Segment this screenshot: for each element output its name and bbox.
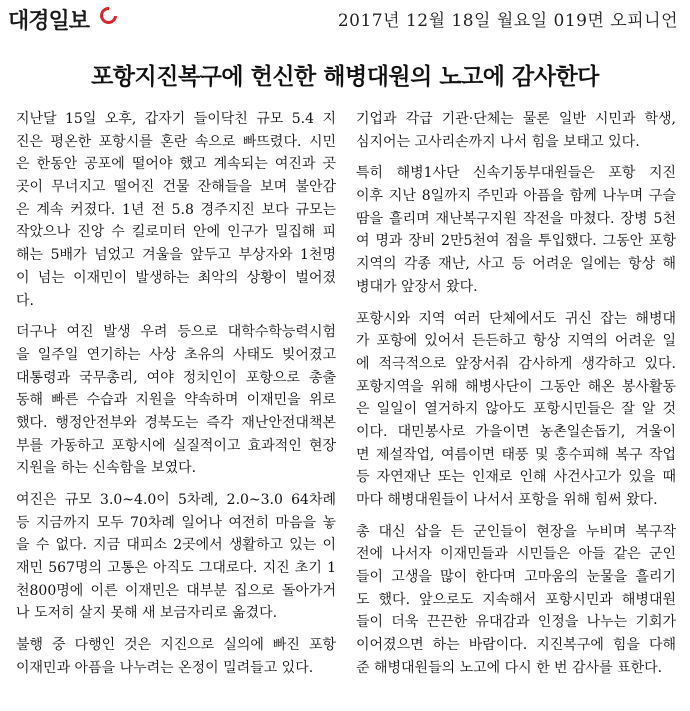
dateline: 2017년 12월 18일 월요일 019면 오피니언 [337,11,678,31]
article-line: 준 해병대원들의 노고에 다시 한 번 감사를 표한다. [356,659,663,676]
paragraph-gap [356,153,676,162]
article-line: 해는 5배가 넘었고 겨울을 앞두고 부상자와 1천명 [16,247,336,264]
article-line: 들이 고생을 많이 한다며 고마움의 눈물을 흘리기 [356,569,676,586]
paragraph-gap [16,480,336,489]
article-line: 을 수 없다. 지금 대피소 2곳에서 생활하고 있는 이 [16,537,336,554]
article-line: 포항지역을 위해 해병사단이 그동안 해온 봉사활동 [356,378,676,395]
paragraph-gap [16,312,336,321]
article-line: 에 적극적으로 앞장서줘 감사하게 생각하고 있다. [356,355,676,372]
article-line: 재민 567명의 고통은 아직도 그대로다. 지진 초기 1 [16,560,336,577]
article-line: 이 넘는 이재민이 발생하는 최악의 상황이 벌어졌 [16,269,336,286]
article-line: 도 했다. 앞으로도 지속해서 포항시민과 해병대원 [356,591,676,608]
article-line: 이후 지난 8일까지 주민과 아픔을 함께 나누며 구슬 [356,188,676,205]
article-column-left [16,108,336,680]
paragraph-gap [16,625,336,634]
article-line: 지역의 각종 재난, 사고 등 어려운 일에는 항상 해 [356,256,676,273]
article-line: 심지어는 고사리손까지 나서 힘을 보태고 있다. [356,133,640,150]
article-line: 가 포항에 있어서 든든하고 항상 지역의 어려운 일 [356,333,676,350]
article-line: 했다. 행정안전부와 경북도는 즉각 재난안전대책본 [16,414,336,431]
article-line: 불행 중 다행인 것은 지진으로 실의에 빠진 포항 [16,637,336,654]
article-line: 지난달 15일 오후, 갑자기 들이닥친 규모 5.4 지 [16,111,336,127]
article-line: 진은 평온한 포항시를 혼란 속으로 빠뜨렸다. 시민 [16,133,336,150]
article-headline: 포항지진복구에 헌신한 해병대원의 노고에 감사한다 [91,64,599,90]
article-line: 대통령과 국무총리, 여야 정치인이 포항으로 총출 [16,369,336,386]
article-line: 을 일주일 연기하는 사상 초유의 사태도 빚어졌고 [16,346,336,363]
article-line: 병대가 앞장서 왔다. [356,278,478,295]
article-column-right [356,108,676,680]
article-line: 땀을 흘리며 재난복구지원 작전을 마쳤다. 장병 5천 [356,210,676,227]
article-line: 은 일일이 열거하지 않아도 포항시민들은 잘 알 것 [356,401,676,418]
article-line: 곳이 무너지고 떨어진 건물 잔해들을 보며 불안감 [16,179,336,196]
article-line: 은 한동안 공포에 떨어야 했고 계속되는 여진과 곳 [16,156,336,173]
newspaper-logo: 대경일보 [8,9,90,34]
article-line: 포항시와 지역 여러 단체에서도 귀신 잡는 해병대 [356,310,676,327]
article-line: 부를 가동하고 포항시에 실질적이고 효과적인 현장 [16,437,336,454]
article-line: 작았으나 진앙 수 킬로미터 안에 인구가 밀집해 피 [16,224,336,241]
article-line: 등 지금까지 모두 70차례 일어나 여전히 마음을 놓 [16,514,336,531]
paragraph-gap [356,299,676,308]
article-line: 전에 나서자 이재민들과 시민들은 아들 같은 군인 [356,546,676,563]
masthead [0,0,690,34]
article-line: 등 자연재난 또는 인재로 인해 사건사고가 있을 때 [356,469,676,486]
article-line: 천800명에 이른 이재민은 대부분 집으로 돌아가거 [16,582,336,599]
article-line: 기업과 각급 기관·단체는 물론 일반 시민과 학생, [356,111,676,127]
article-line: 여진은 규모 3.0~4.0이 5차례, 2.0~3.0 64차례 [16,492,336,508]
article-line: 지원을 하는 신속함을 보였다. [16,460,197,477]
article-line: 들이 더욱 끈끈한 유대감과 인정을 나누는 기회가 [356,614,676,631]
article-line: 더구나 여진 발생 우려 등으로 대학수학능력시험 [16,324,336,341]
article-line: 나 도저히 살지 못해 새 보금자리로 옮겼다. [16,605,278,622]
article-line: 동해 빠른 수습과 지원을 약속하며 이재민을 위로 [16,392,336,409]
article-line: 이재민과 아픔을 나누려는 온정이 밀려들고 있다. [16,659,314,676]
article-line: 마다 해병대원들이 나서서 포항을 위해 힘써 왔다. [356,492,658,508]
logo-swoosh-icon [97,4,121,28]
article-line: 특히 해병1사단 신속기동부대원들은 포항 지진 [356,165,676,182]
paragraph-gap [356,512,676,521]
article-line: 이어졌으면 하는 바람이다. 지진복구에 힘을 다해 [356,637,676,654]
article-line: 여 명과 장비 2만5천여 점을 투입했다. 그동안 포항 [356,233,676,250]
article-line: 이다. 대민봉사로 가을이면 농촌일손돕기, 겨울이 [356,423,676,440]
article-line: 총 대신 삽을 든 군인들이 현장을 누비며 복구작 [356,523,676,540]
article-line: 면 제설작업, 여름이면 태풍 및 홍수피해 복구 작업 [356,446,676,463]
article-line: 다. [16,292,34,309]
article-line: 은 계속 커졌다. 1년 전 5.8 경주지진 보다 규모는 [16,201,336,218]
